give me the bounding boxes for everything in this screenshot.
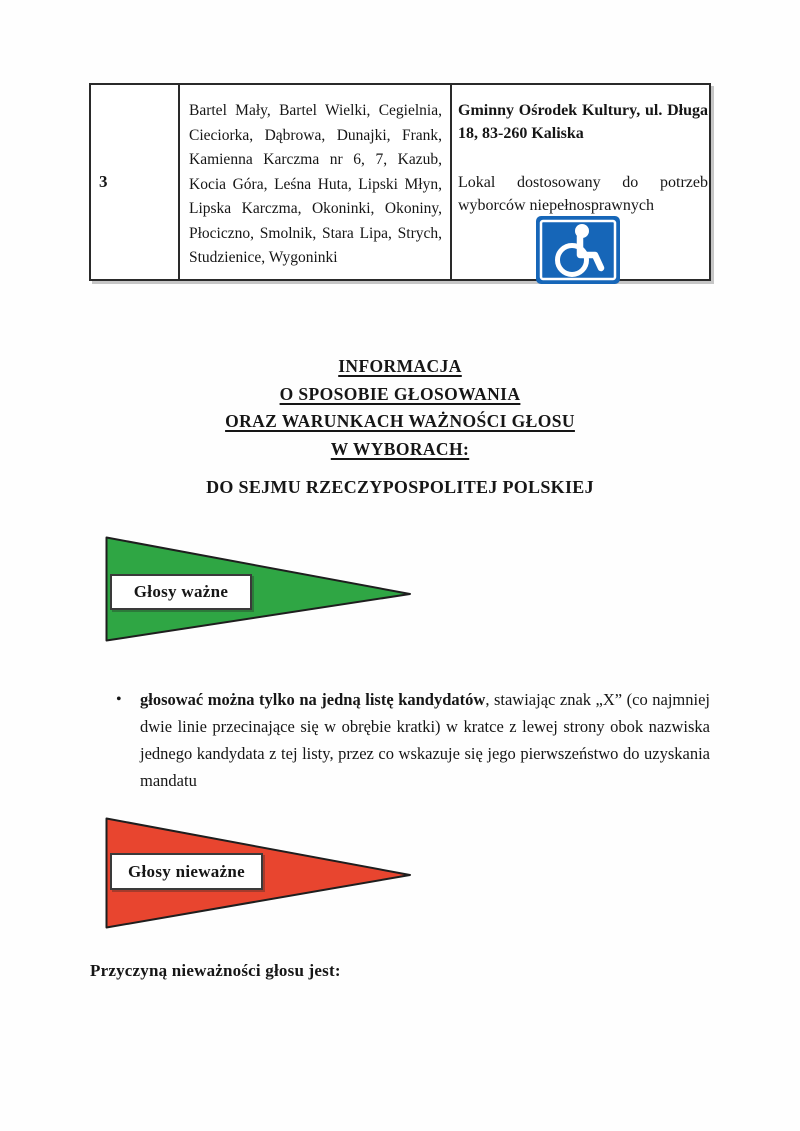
heading-line-3 [0, 408, 800, 436]
voting-instructions-text [140, 686, 710, 794]
heading-line-1-text: INFORMACJA [338, 356, 462, 376]
main-heading [0, 353, 800, 463]
heading-line-2-text: O SPOSOBIE GŁOSOWANIA [279, 383, 521, 404]
invalid-reason-heading: Przyczyną nieważności głosu jest: [90, 961, 341, 980]
valid-votes-label-text: Głosy ważne [133, 582, 229, 601]
bullet-icon: • [116, 691, 122, 708]
heading-line-1 [0, 353, 800, 381]
polling-station-address: Gminny Ośrodek Kultury, ul. Długa 18, 83-260 Kaliska [458, 102, 708, 142]
heading-line-4-text: W WYBORACH: [330, 438, 470, 459]
voting-instructions-rest: , stawiając znak „X” (co najmniej dwie linie przecinające się w obrębie kratki) w kratce z lewej strony obok nazwiska jednego kandydata z tej listy, przez co wskazuje się jego pierwszeństwo do uzyskania mandatu [140, 690, 710, 790]
precinct-localities-cell [178, 85, 450, 279]
valid-votes-label [110, 574, 252, 610]
heading-line-3-text: ORAZ WARUNKACH WAŻNOŚCI GŁOSU [225, 411, 575, 431]
precinct-number: 3 [99, 172, 108, 191]
voting-instructions-bold: głosować można tylko na jedną listę kandydatów [140, 690, 486, 709]
heading-line-2 [0, 381, 800, 409]
accessibility-note: Lokal dostosowany do potrzeb wyborców niepełnosprawnych [458, 174, 708, 214]
wheelchair-icon [535, 215, 621, 285]
precinct-number-cell [91, 85, 178, 279]
sejm-subheading: DO SEJMU RZECZYPOSPOLITEJ POLSKIEJ [206, 477, 594, 497]
invalid-votes-label-text: Głosy nieważne [127, 861, 246, 881]
localities-text: Bartel Mały, Bartel Wielki, Cegielnia, Cieciorka, Dąbrowa, Dunajki, Frank, Kamienna Karczma nr 6, 7, Kazub, Kocia Góra, Leśna Huta, Lipski Młyn, Lipska Karczma, Okoninki, Okoniny, Płociczno, Smolnik, Stara Lipa, Strych, Studzienice, Wygoninki [189, 102, 442, 266]
heading-line-4 [0, 436, 800, 464]
voting-instructions [116, 686, 710, 794]
invalid-votes-label [110, 853, 263, 890]
